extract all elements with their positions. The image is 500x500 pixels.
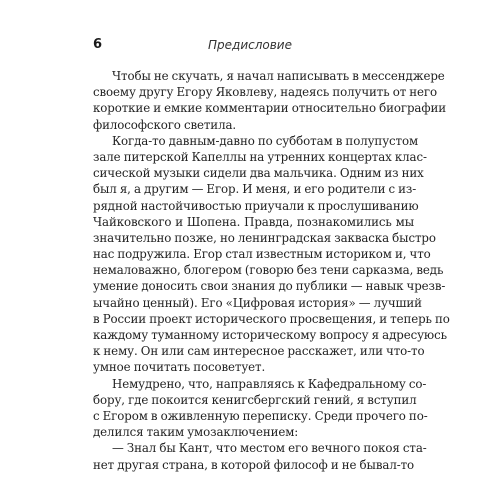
text-line: к нему. Он или сам интересное расскажет, или что-то: [93, 344, 425, 359]
text-line: каждому туманному историческому вопросу я адресуюсь: [93, 328, 447, 342]
text-line: короткие и емкие комментарии относительно биографии: [93, 101, 447, 116]
text-line: — Знал бы Кант, что местом его вечного покоя ста-: [112, 441, 427, 456]
text-line: умное почитать посоветует.: [93, 360, 266, 375]
text-line: умение доносить свои знания до публики — навык чрезв-: [93, 279, 446, 294]
text-line: был я, а другим — Егор. И меня, и его родители с из-: [93, 182, 417, 197]
text-line: рядной настойчивостью приучали к прослушиванию: [93, 198, 419, 213]
text-line: в России проект исторического просвещения, и теперь по: [93, 311, 450, 326]
text-line: Чтобы не скучать, я начал написывать в мессенджере: [112, 69, 445, 83]
running-title: Предисловие: [208, 38, 292, 52]
text-line: Немудрено, что, направляясь к Кафедральному со-: [112, 376, 427, 391]
text-line: Чайковского и Шопена. Правда, познакомились мы: [93, 214, 414, 229]
text-line: нас подружила. Егор стал известным историком и, что: [93, 247, 431, 262]
text-line: с Егором в оживленную переписку. Среди прочего по-: [93, 408, 428, 423]
text-line: своему другу Егору Яковлеву, надеясь получить от него: [93, 85, 437, 100]
body-text: [93, 68, 450, 473]
text-line: немаловажно, блогером (говорю без тени сарказма, ведь: [93, 263, 444, 278]
page-number: 6: [93, 37, 103, 52]
text-line: зале питерской Капеллы на утренних концертах клас-: [93, 149, 427, 164]
text-line: Когда-то давным-давно по субботам в полупустом: [112, 133, 419, 148]
text-line: значительно позже, но ленинградская закваска быстро: [93, 230, 436, 245]
text-line: философского светила.: [93, 117, 237, 132]
text-line: делился таким умозаключением:: [93, 425, 299, 440]
text-line: сической музыки сидели два мальчика. Одним из них: [93, 166, 424, 181]
text-line: нет другая страна, в которой философ и не бывал-то: [93, 457, 415, 472]
text-line: ычайно ценный). Его «Цифровая история» — лучший: [93, 295, 422, 310]
text-line: бору, где покоится кенигсбергский гений, я вступил: [93, 392, 417, 407]
